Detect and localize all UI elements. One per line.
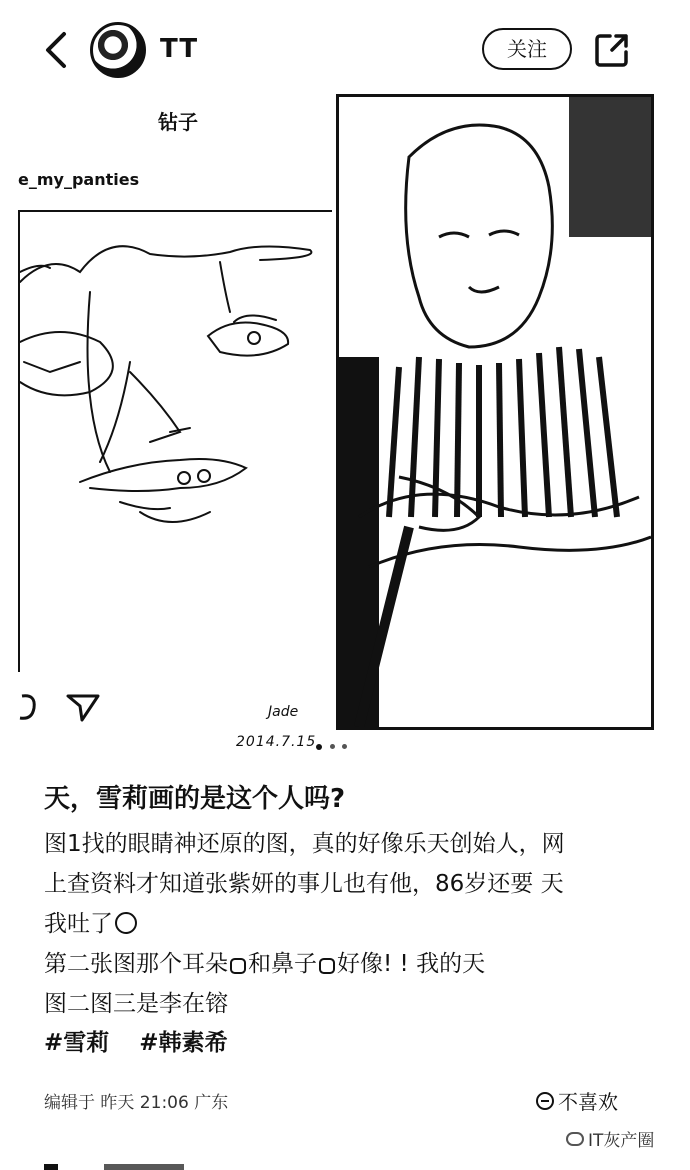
- next-section-edge: [44, 1160, 224, 1170]
- dislike-icon: [536, 1092, 554, 1110]
- post-title: 天，雪莉画的是这个人吗?: [44, 784, 346, 814]
- back-icon[interactable]: [38, 28, 78, 72]
- portrait-illustration: [339, 97, 651, 727]
- post-text: 和鼻子: [248, 951, 317, 977]
- hashtag-list: [44, 1024, 250, 1057]
- panel-title: 钻子: [158, 110, 198, 134]
- post-line: 上查资料才知道张紫妍的事儿也有他，86岁还要 天: [44, 871, 564, 897]
- wechat-icon: [566, 1132, 584, 1146]
- post-text: 好像! ! 我的天: [337, 951, 486, 977]
- watermark-text: IT灰产圈: [588, 1131, 655, 1151]
- panel-handle: e_my_panties: [18, 170, 140, 189]
- post-text: 我吐了: [44, 911, 113, 937]
- watermark: [566, 1126, 654, 1151]
- portrait-photo: [336, 94, 654, 730]
- sketch-frame: [18, 210, 332, 750]
- username[interactable]: TT: [160, 34, 199, 64]
- post-image-carousel[interactable]: [0, 92, 690, 750]
- post-line: [44, 944, 654, 984]
- share-icon[interactable]: [592, 30, 632, 70]
- post-line: 图1找的眼睛神还原的图，真的好像乐天创始人，网: [44, 831, 565, 857]
- post-text: 第二张图那个耳朵: [44, 951, 228, 977]
- nose-emoji-icon: [319, 958, 335, 974]
- sketch-date: 2014.7.15: [236, 734, 317, 750]
- dislike-button[interactable]: [536, 1086, 618, 1115]
- dislike-label: 不喜欢: [558, 1090, 618, 1114]
- share-arrow-icon: [18, 690, 108, 724]
- carousel-dot: [342, 744, 347, 749]
- sketch-drawing: [20, 212, 332, 672]
- ear-emoji-icon: [230, 958, 246, 974]
- post-line: [44, 904, 654, 944]
- avatar[interactable]: [90, 22, 146, 78]
- post-body: [44, 824, 654, 1024]
- top-bar: [0, 0, 690, 100]
- carousel-indicator: [314, 744, 354, 754]
- post-line: 图二图三是李在镕: [44, 991, 228, 1017]
- hashtag[interactable]: #雪莉: [44, 1030, 110, 1056]
- vomit-emoji-icon: [115, 912, 137, 934]
- post-date: 编辑于 昨天 21:06 广东: [44, 1093, 229, 1113]
- sketch-signature: Jade: [268, 704, 299, 720]
- follow-button[interactable]: 关注: [482, 28, 572, 70]
- sketch-screenshot: [18, 92, 333, 750]
- carousel-dot: [330, 744, 335, 749]
- carousel-dot-active: [316, 744, 322, 750]
- hashtag[interactable]: #韩素希: [139, 1030, 228, 1056]
